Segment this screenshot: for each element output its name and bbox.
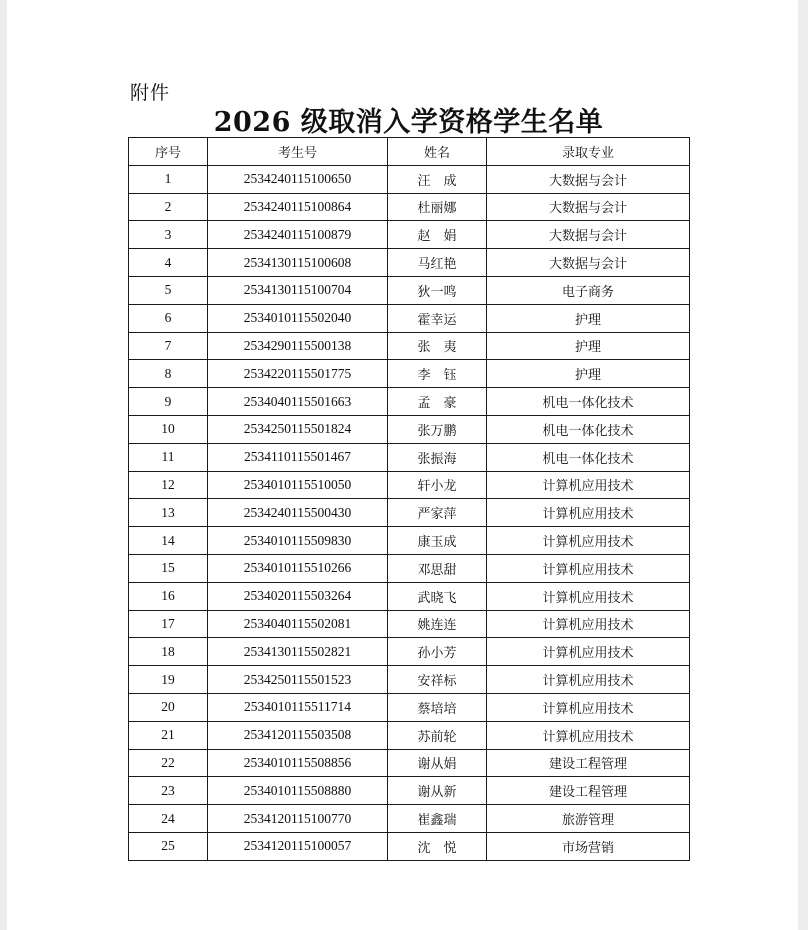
cell-no: 21: [129, 721, 208, 749]
cell-exam-id: 2534010115509830: [208, 527, 388, 555]
cell-no: 22: [129, 749, 208, 777]
cell-no: 1: [129, 165, 208, 193]
cell-no: 8: [129, 360, 208, 388]
cell-no: 5: [129, 276, 208, 304]
cell-name: 张万鹏: [388, 415, 487, 443]
cell-name: 狄一鸣: [388, 276, 487, 304]
table-row: [129, 332, 690, 360]
cell-no: 13: [129, 499, 208, 527]
cell-exam-id: 2534240115500430: [208, 499, 388, 527]
cell-name: 李 钰: [388, 360, 487, 388]
cell-major: 护理: [487, 360, 690, 388]
cell-major: 机电一体化技术: [487, 443, 690, 471]
table-row: [129, 443, 690, 471]
cell-exam-id: 2534240115100879: [208, 221, 388, 249]
cell-name: 轩小龙: [388, 471, 487, 499]
cell-exam-id: 2534250115501523: [208, 666, 388, 694]
cell-exam-id: 2534250115501824: [208, 415, 388, 443]
cell-name: 马红艳: [388, 249, 487, 277]
cell-exam-id: 2534010115510266: [208, 554, 388, 582]
cell-no: 14: [129, 527, 208, 555]
cell-major: 旅游管理: [487, 805, 690, 833]
cell-no: 25: [129, 832, 208, 860]
cell-exam-id: 2534040115501663: [208, 388, 388, 416]
cell-no: 23: [129, 777, 208, 805]
document-title: 2026 级取消入学资格学生名单: [213, 107, 604, 138]
cell-no: 6: [129, 304, 208, 332]
cell-major: 机电一体化技术: [487, 388, 690, 416]
cell-exam-id: 2534220115501775: [208, 360, 388, 388]
table-row: [129, 360, 690, 388]
cell-exam-id: 2534290115500138: [208, 332, 388, 360]
cell-name: 武晓飞: [388, 582, 487, 610]
table-header-row: [129, 138, 690, 166]
cell-name: 安祥标: [388, 666, 487, 694]
cell-name: 杜丽娜: [388, 193, 487, 221]
header-no: 序号: [129, 138, 208, 166]
cell-major: 建设工程管理: [487, 777, 690, 805]
table-row: [129, 749, 690, 777]
table-row: [129, 471, 690, 499]
cell-name: 姚连连: [388, 610, 487, 638]
cell-exam-id: 2534020115503264: [208, 582, 388, 610]
cell-exam-id: 2534120115100770: [208, 805, 388, 833]
cell-no: 10: [129, 415, 208, 443]
cell-major: 大数据与会计: [487, 193, 690, 221]
cell-name: 谢从娟: [388, 749, 487, 777]
cell-major: 计算机应用技术: [487, 527, 690, 555]
cell-exam-id: 2534240115100650: [208, 165, 388, 193]
student-list-table: [128, 137, 690, 861]
cell-exam-id: 2534010115502040: [208, 304, 388, 332]
cell-major: 市场营销: [487, 832, 690, 860]
cell-major: 建设工程管理: [487, 749, 690, 777]
table-row: [129, 276, 690, 304]
cell-no: 3: [129, 221, 208, 249]
page-left-edge: [0, 0, 7, 930]
cell-no: 16: [129, 582, 208, 610]
table-body: [129, 165, 690, 860]
cell-no: 15: [129, 554, 208, 582]
cell-major: 护理: [487, 304, 690, 332]
cell-exam-id: 2534040115502081: [208, 610, 388, 638]
header-name: 姓名: [388, 138, 487, 166]
table-row: [129, 721, 690, 749]
cell-major: 大数据与会计: [487, 165, 690, 193]
cell-no: 24: [129, 805, 208, 833]
attachment-label: 附件: [130, 82, 171, 104]
cell-major: 大数据与会计: [487, 249, 690, 277]
cell-name: 崔鑫瑞: [388, 805, 487, 833]
cell-no: 7: [129, 332, 208, 360]
table-row: [129, 777, 690, 805]
table-row: [129, 693, 690, 721]
cell-name: 严家萍: [388, 499, 487, 527]
table-row: [129, 221, 690, 249]
cell-exam-id: 2534110115501467: [208, 443, 388, 471]
cell-exam-id: 2534010115508880: [208, 777, 388, 805]
cell-no: 4: [129, 249, 208, 277]
cell-name: 张 夷: [388, 332, 487, 360]
cell-major: 电子商务: [487, 276, 690, 304]
cell-name: 赵 娟: [388, 221, 487, 249]
table-row: [129, 610, 690, 638]
cell-name: 蔡培培: [388, 693, 487, 721]
cell-major: 计算机应用技术: [487, 666, 690, 694]
table-row: [129, 193, 690, 221]
cell-no: 9: [129, 388, 208, 416]
cell-exam-id: 2534010115510050: [208, 471, 388, 499]
cell-no: 19: [129, 666, 208, 694]
header-exam-id: 考生号: [208, 138, 388, 166]
cell-exam-id: 2534120115503508: [208, 721, 388, 749]
table-row: [129, 499, 690, 527]
cell-no: 20: [129, 693, 208, 721]
cell-name: 邓思甜: [388, 554, 487, 582]
cell-no: 17: [129, 610, 208, 638]
cell-major: 大数据与会计: [487, 221, 690, 249]
cell-name: 谢从新: [388, 777, 487, 805]
table-row: [129, 638, 690, 666]
cell-major: 计算机应用技术: [487, 582, 690, 610]
cell-no: 18: [129, 638, 208, 666]
cell-no: 12: [129, 471, 208, 499]
cell-major: 计算机应用技术: [487, 499, 690, 527]
table-row: [129, 582, 690, 610]
table-row: [129, 304, 690, 332]
cell-exam-id: 2534130115502821: [208, 638, 388, 666]
cell-major: 计算机应用技术: [487, 693, 690, 721]
cell-major: 计算机应用技术: [487, 721, 690, 749]
table-row: [129, 388, 690, 416]
cell-name: 张振海: [388, 443, 487, 471]
table-row: [129, 805, 690, 833]
cell-major: 机电一体化技术: [487, 415, 690, 443]
cell-exam-id: 2534240115100864: [208, 193, 388, 221]
cell-major: 护理: [487, 332, 690, 360]
cell-exam-id: 2534130115100704: [208, 276, 388, 304]
cell-no: 11: [129, 443, 208, 471]
cell-name: 苏前轮: [388, 721, 487, 749]
cell-name: 孙小芳: [388, 638, 487, 666]
cell-exam-id: 2534120115100057: [208, 832, 388, 860]
cell-exam-id: 2534010115508856: [208, 749, 388, 777]
table-row: [129, 554, 690, 582]
cell-no: 2: [129, 193, 208, 221]
table-row: [129, 165, 690, 193]
cell-name: 康玉成: [388, 527, 487, 555]
cell-major: 计算机应用技术: [487, 638, 690, 666]
cell-name: 霍幸运: [388, 304, 487, 332]
cell-major: 计算机应用技术: [487, 610, 690, 638]
cell-major: 计算机应用技术: [487, 471, 690, 499]
cell-name: 汪 成: [388, 165, 487, 193]
table-row: [129, 249, 690, 277]
cell-major: 计算机应用技术: [487, 554, 690, 582]
cell-name: 孟 豪: [388, 388, 487, 416]
cell-name: 沈 悦: [388, 832, 487, 860]
table-row: [129, 415, 690, 443]
table-row: [129, 527, 690, 555]
table-row: [129, 832, 690, 860]
page-right-edge: [798, 0, 808, 930]
cell-exam-id: 2534010115511714: [208, 693, 388, 721]
header-major: 录取专业: [487, 138, 690, 166]
cell-exam-id: 2534130115100608: [208, 249, 388, 277]
table-row: [129, 666, 690, 694]
